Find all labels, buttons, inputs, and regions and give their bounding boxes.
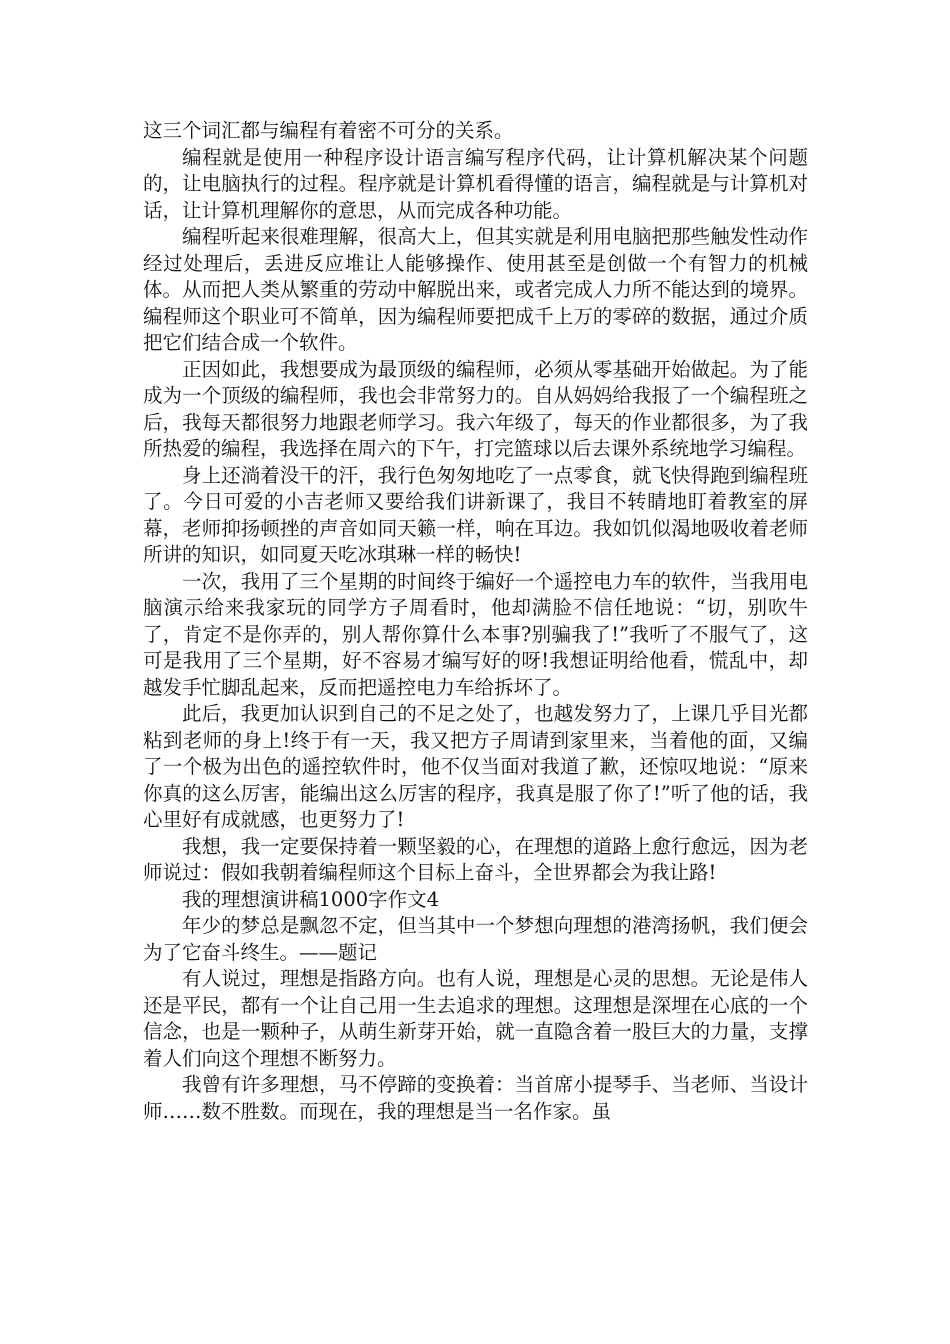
paragraph-apology: 此后，我更加认识到自己的不足之处了，也越发努力了，上课几乎目光都粘到老师的身上!终于有一天，我又把方子周请到家里来，当着他的面，又编了一个极为出色的遥控软件时，他不仅当面对我道了歉，还惊叹地说：“原来你真的这么厉害，能编出这么厉害的程序，我真是服了你了!”听了他的话，我心里好有成就感，也更努力了! [143,702,808,831]
opening-line: 这三个词汇都与编程有着密不可分的关系。 [143,119,514,142]
paragraph-programming-explained: 编程听起来很难理解，很高大上，但其实就是利用电脑把那些触发性动作经过处理后，丢进反应堆让人能够操作、使用甚至是创做一个有智力的机械体。从而把人类从繁重的劳动中解脱出来，或者完成人力所不能达到的境界。编程师这个职业可不简单，因为编程师要把成千上万的零碎的数据，通过介质把它们结合成一个软件。 [143,225,808,354]
section-heading: 我的理想演讲稿1000字作文4 [182,887,440,911]
paragraph-epigraph: 年少的梦总是飘忽不定，但当其中一个梦想向理想的港湾扬帆，我们便会为了它奋斗终生。——题记 [143,914,808,964]
paragraph-goal: 正因如此，我想要成为最顶级的编程师，必须从零基础开始做起。为了能成为一个顶级的编程师，我也会非常努力的。自从妈妈给我报了一个编程班之后，我每天都很努力地跟老师学习。我六年级了，每天的作业都很多，为了我所热爱的编程，我选择在周六的下午，打完篮球以后去课外系统地学习编程。 [143,357,808,460]
paragraph-writer: 我曾有许多理想，马不停蹄的变换着：当首席小提琴手、当老师、当设计师……数不胜数。而现在，我的理想是当一名作家。虽 [143,1073,808,1123]
paragraph-class: 身上还淌着没干的汗，我行色匆匆地吃了一点零食，就飞快得跑到编程班了。今日可爱的小吉老师又要给我们讲新课了，我目不转睛地盯着教室的屏幕，老师抑扬顿挫的声音如同天籁一样，响在耳边。我如饥似渴地吸收着老师所讲的知识，如同夏天吃冰琪琳一样的畅快! [143,463,808,566]
document-page [143,118,808,1125]
paragraph-programming-definition: 编程就是使用一种程序设计语言编写程序代码，让计算机解决某个问题的，让电脑执行的过程。程序就是计算机看得懂的语言，编程就是与计算机对话，让计算机理解你的意思，从而完成各种功能。 [143,145,808,222]
paragraph-remote-car: 一次，我用了三个星期的时间终于编好一个遥控电力车的软件，当我用电脑演示给来我家玩的同学方子周看时，他却满脸不信任地说：“切，别吹牛了，肯定不是你弄的，别人帮你算什么本事?别骗我了!”我听了不服气了，这可是我用了三个星期，好不容易才编写好的呀!我想证明给他看，慌乱中，却越发手忙脚乱起来，反而把遥控电力车给拆坏了。 [143,569,808,699]
paragraph-ideals: 有人说过，理想是指路方向。也有人说，理想是心灵的思想。无论是伟人还是平民，都有一个让自己用一生去追求的理想。这理想是深埋在心底的一个信念，也是一颗种子，从萌生新芽开始，就一直隐含着一股巨大的力量，支撑着人们向这个理想不断努力。 [143,967,808,1070]
paragraph-resolve: 我想，我一定要保持着一颗坚毅的心，在理想的道路上愈行愈远，因为老师说过：假如我朝着编程师这个目标上奋斗，全世界都会为我让路! [143,834,808,884]
